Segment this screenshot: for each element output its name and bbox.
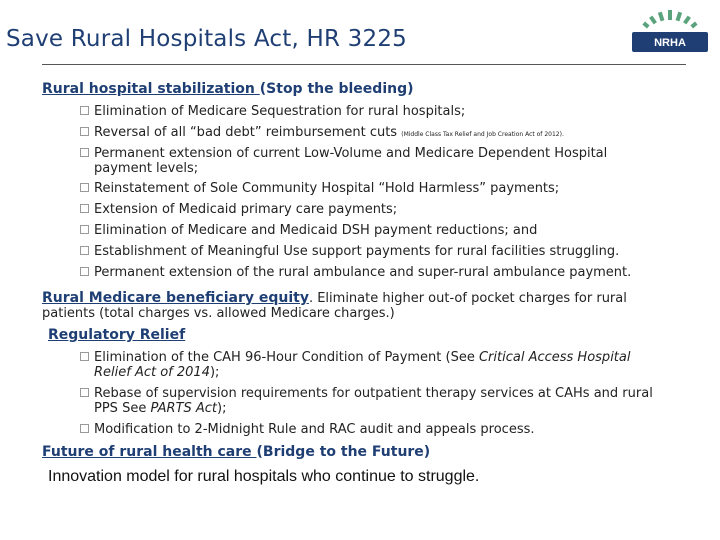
list-item-note: (Middle Class Tax Relief and Job Creation Act of 2012). (401, 131, 564, 138)
bullet-box (80, 225, 89, 234)
bullet-box (80, 183, 89, 192)
list-item: Elimination of Medicare and Medicaid DSH payment reductions; and (94, 223, 538, 238)
section-beneficiary-text: patients (total charges vs. allowed Medicare charges.) (42, 306, 395, 321)
list-item-text: ); (209, 365, 220, 380)
list-item: Reinstatement of Sole Community Hospital “Hold Harmless” payments; (94, 181, 560, 196)
bullet-box (80, 148, 89, 157)
heading-rest: (Bridge to the Future) (256, 444, 431, 460)
list-item: Extension of Medicaid primary care payments; (94, 202, 398, 217)
title-divider (42, 64, 686, 65)
list-item: Permanent extension of the rural ambulance and super-rural ambulance payment. (94, 265, 632, 280)
heading-rest: . Eliminate higher out-of pocket charges for rural (308, 291, 627, 306)
heading-rest: (Stop the bleeding) (259, 81, 414, 97)
list-item-continuation (94, 364, 219, 381)
list-item-continuation: payment levels; (94, 161, 199, 176)
bullet-box (80, 388, 89, 397)
heading-underlined: Rural hospital stabilization (42, 81, 260, 97)
act-name: Critical Access Hospital (478, 350, 631, 365)
bullet-box (80, 204, 89, 213)
section-future-text: Innovation model for rural hospitals who continue to struggle. (48, 468, 480, 485)
list-item: Establishment of Meaningful Use support payments for rural facilities struggling. (94, 244, 620, 259)
nrha-logo (626, 8, 714, 56)
heading-underlined: Future of rural health care (42, 444, 257, 460)
section-regulatory-heading: Regulatory Relief (48, 327, 186, 343)
list-item: Permanent extension of current Low-Volume and Medicare Dependent Hospital (94, 146, 608, 161)
section-future-heading (42, 444, 430, 460)
list-item (94, 124, 564, 143)
list-item-continuation (94, 400, 227, 417)
page-title: Save Rural Hospitals Act, HR 3225 (6, 26, 408, 52)
list-item-text: ); (217, 401, 227, 416)
list-item-text: Reversal of all “bad debt” reimbursement cuts (94, 125, 398, 140)
list-item: Modification to 2-Midnight Rule and RAC audit and appeals process. (94, 422, 535, 437)
list-item: Elimination of Medicare Sequestration for rural hospitals; (94, 104, 466, 119)
bullet-box (80, 127, 89, 136)
bullet-box (80, 106, 89, 115)
bullet-box (80, 267, 89, 276)
heading-underlined: Rural Medicare beneficiary equity (42, 290, 309, 306)
logo-text: NRHA (654, 37, 686, 49)
bullet-box (80, 246, 89, 255)
act-name: PARTS Act (150, 401, 218, 416)
section-stabilization-heading (42, 81, 414, 97)
list-item-text: Elimination of the CAH 96-Hour Condition of Payment (See (94, 350, 479, 365)
list-item-text: PPS See (94, 401, 151, 416)
act-name: Relief Act of 2014 (94, 365, 210, 380)
section-beneficiary-heading (42, 287, 627, 307)
list-item: Rebase of supervision requirements for outpatient therapy services at CAHs and rural (94, 386, 653, 401)
bullet-box (80, 352, 89, 361)
bullet-box (80, 424, 89, 433)
